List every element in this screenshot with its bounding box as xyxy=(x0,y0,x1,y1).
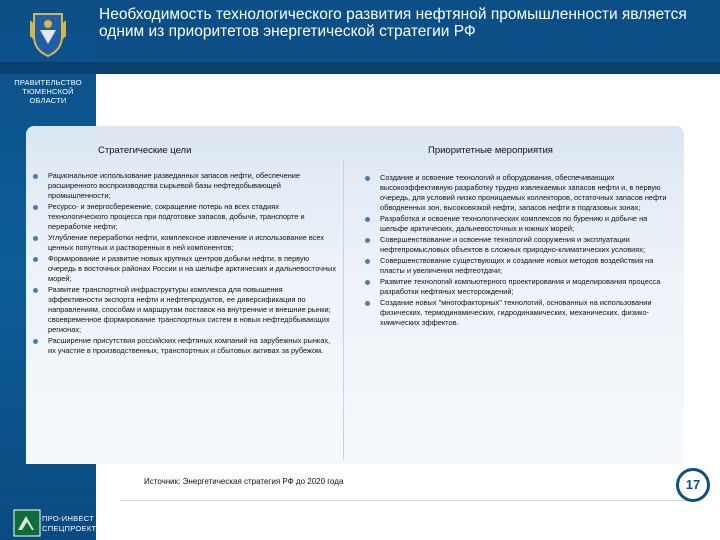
bullet-icon xyxy=(365,280,370,285)
bullet-icon xyxy=(365,176,370,181)
page-number-badge: 17 xyxy=(676,468,710,502)
bullet-icon xyxy=(33,288,38,293)
list-item-text: Совершенствование и освоение технологий сооружения и эксплуатации нефтепромысловых объектов в сложных природно-климатических условиях; xyxy=(380,235,645,254)
actions-list xyxy=(380,173,670,329)
list-item xyxy=(380,298,670,328)
organization-name xyxy=(6,78,90,105)
column-divider xyxy=(343,160,344,460)
list-item xyxy=(380,256,670,276)
header-bottom-bar xyxy=(0,62,720,74)
goals-column-title: Стратегические цели xyxy=(98,145,192,156)
bullet-icon xyxy=(365,217,370,222)
page-title: Необходимость технологического развития нефтяной промышленности является одним из приоритетов энергетической стратегии РФ xyxy=(99,6,687,40)
list-item-text: Формирование и развитие новых крупных центров добычи нефти, в первую очередь в восточных районах России и на шельфе арктических и дальневосточных морей; xyxy=(48,254,337,283)
list-item xyxy=(380,235,670,255)
bullet-icon xyxy=(33,339,38,344)
list-item-text: Развитие транспортной инфраструктуры комплекса для повышения эффективности экспорта нефти и нефтепродуктов, ее диверсификация по направлениям, способам и маршрутам поставок на внутренние и внешние рынки; своевременное формирование транспортных систем в новых нефтедобывающих регионах; xyxy=(48,285,331,334)
logo-line: СПЕЦПРОЕКТ xyxy=(42,524,97,533)
logo-line: ПРО-ИНВЕСТ xyxy=(42,514,95,523)
coat-of-arms-icon xyxy=(28,10,68,58)
list-item xyxy=(48,254,338,284)
source-note: Источник: Энергетическая стратегия РФ до 2020 года xyxy=(144,477,344,486)
list-item-text: Разработка и освоение технологических комплексов по бурению и добыче на шельфе арктических, дальневосточных и южных морей; xyxy=(380,214,648,233)
list-item-text: Расширение присутствия российских нефтяных компаний на зарубежных рынках, их участие в производственных, транспортных и сбытовых активах за рубежом. xyxy=(48,336,331,355)
list-item xyxy=(48,171,338,201)
list-item-text: Создание новых "многофакторных" технологий, основанных на использовании физических, термодинамических, гидродинамических, механических, физико-химических эффектов. xyxy=(380,298,652,327)
list-item-text: Совершенствование существующих и создание новых методов воздействия на пласты и увеличения нефтеотдачи; xyxy=(380,256,654,275)
list-item xyxy=(48,285,338,335)
list-item xyxy=(380,277,670,297)
bullet-icon xyxy=(365,238,370,243)
list-item xyxy=(48,336,338,356)
org-line: ОБЛАСТИ xyxy=(29,96,67,105)
list-item-text: Ресурсо- и энергосбережение, сокращение потерь на всех стадиях технологического процесса при подготовке запасов, добыче, транспорте и переработке нефти; xyxy=(48,202,305,231)
bullet-icon xyxy=(365,301,370,306)
list-item xyxy=(380,173,670,213)
actions-column-title: Приоритетные мероприятия xyxy=(428,145,553,156)
bullet-icon xyxy=(33,174,38,179)
bullet-icon xyxy=(365,259,370,264)
list-item-text: Развитие технологий компьютерного проектирования и моделирования процесса разработки нефтяных месторождений; xyxy=(380,277,661,296)
org-line: ПРАВИТЕЛЬСТВО xyxy=(14,78,82,87)
list-item-text: Создание и освоение технологий и оборудования, обеспечивающих высокоэффективную разработку трудно извлекаемых запасов нефти и, в первую очередь, для условий низко проницаемых коллекторов, остаточных запасов нефти обводненных зон, высоковязкой нефти, запасов нефти в подгазовых зонах; xyxy=(380,173,667,212)
list-item-text: Углубление переработки нефти, комплексное извлечение и использование всех ценных попутных и растворенных в ней компонентов; xyxy=(48,233,325,252)
footer-divider xyxy=(120,500,700,501)
list-item xyxy=(48,202,338,232)
bullet-icon xyxy=(33,236,38,241)
bullet-icon xyxy=(33,205,38,210)
goals-list xyxy=(48,171,338,357)
list-item xyxy=(380,214,670,234)
list-item xyxy=(48,233,338,253)
bullet-icon xyxy=(33,257,38,262)
list-item-text: Рациональное использование разведанных запасов нефти, обеспечение расширенного воспроизводства сырьевой базы нефтедобывающей промышленности; xyxy=(48,171,301,200)
logo-text xyxy=(42,514,96,534)
org-line: ТЮМЕНСКОЙ xyxy=(22,87,74,96)
